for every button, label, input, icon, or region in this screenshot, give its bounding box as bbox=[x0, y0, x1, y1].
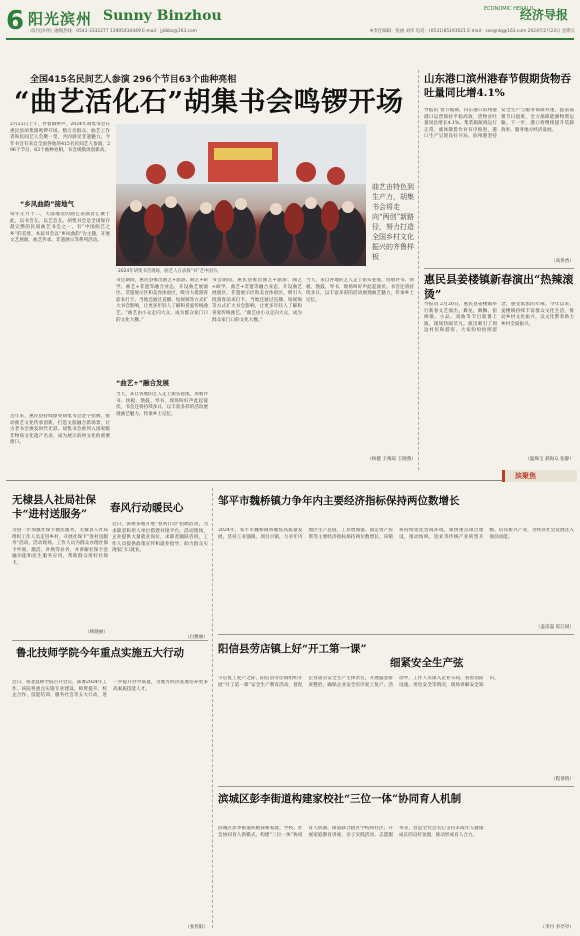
lead-body-2: 每年正月十二，天南地北的曲艺表演者汇聚于此，以书会友、以艺会友。胡集书会是全国保存最完整的民间曲艺书会之一，有“中国曲艺之乡”的美誉。本届书会以“乡风曲韵”为主题，开展文艺展演、曲艺传承、非遗展示等系列活动。 bbox=[10, 212, 110, 244]
block-b-body: 近日，滨州多地开展“春风行动”招聘活动，为求职者和用人单位搭建对接平台。活动现场，企业提供大量就业岗位，求职者踊跃咨询，工作人员提供政策宣传和就业指导，助力群众实现家门口就业。 bbox=[112, 522, 208, 554]
right-divider bbox=[424, 268, 574, 269]
meta-line: ※责任编辑：张丽 刘伟 电话：(0531)85193021 E-mail：songnlq@163.com 2024年2月23日 星期五 bbox=[369, 29, 575, 34]
lower-rule-2 bbox=[218, 634, 574, 635]
lead-body-4: 书会期间，惠民县推出曲艺+旅游、曲艺+研学、曲艺+非遗等融合业态，开设曲艺展演区、非遗展示区和美食体验区，吸引大批游客前来打卡。当地还通过直播、短视频等方式扩大书会影响，让更多年轻人了解和喜爱传统曲艺。“曲艺由小众走向大众，成为群众家门口的文化大餐。” bbox=[116, 278, 208, 323]
lower-rule-1 bbox=[12, 640, 208, 641]
section-banner bbox=[502, 470, 577, 482]
lead-subhead-1: “乡风曲韵”接地气 bbox=[20, 200, 75, 208]
photo-caption: 2024年胡集书会现场，曲艺人在表演“书”艺中国为。 bbox=[118, 269, 222, 274]
block-e-body: 节后复工复产之际，阳信县劳店镇组织开展“开工第一课”安全生产教育活动，督促企业落实安全生产主体责任，开展隐患排查整治，确保企业安全有序复工复产。活动中，工作人员深入企业车间，查看消防设施、用电安全等情况，现场讲解安全知识。 bbox=[218, 676, 499, 688]
block-f-headline: 滨城区彭李街道构建家校社“三位一体”协同育人机制 bbox=[218, 793, 462, 805]
lead-byline: （杨健 王梅琼 王晓燕） bbox=[367, 457, 416, 462]
right1-body: 导报讯 春节假期，山东港口滨州港港口运营保持平稳高效，货物吞吐量同比增长4.1%。集装箱航线运行正常，液体散货作业有序推进，港口生产呈现良好开局。滨州港坚持安全生产与服务保障并重，提前部署节日值班，全力保障能源物资运输。下一步，港口将继续提升装卸效率，服务地方经济发展。 bbox=[424, 108, 574, 140]
right1-byline: （高侨香） bbox=[551, 259, 574, 264]
masthead bbox=[0, 0, 580, 40]
section-title-cn: 阳光滨州 bbox=[28, 10, 93, 28]
section-title-en: Sunny Binzhou bbox=[103, 8, 222, 24]
lead-body-6: 当天，来自各地的艺人走上街头巷尾，说唱评书、快板、渔鼓、琴书，现场叫好声此起彼伏。书会还将持续多日，以丰富多彩的活动展现曲艺魅力，传承乡土记忆。 bbox=[306, 278, 414, 303]
block-c-body: 2024年，邹平市魏桥镇将聚焦高质量发展，坚持工业强镇、项目兴镇，力争年内地区生产总值、工业增加值、固定资产投资等主要经济指标保持两位数增长。该镇将持续优化营商环境，加快重点项目建设，推动纺织、铝业等传统产业转型升级，培育新兴产业，为经济社会发展注入强劲动能。 bbox=[218, 528, 574, 540]
pull-quote: 曲艺由特色到生产力，胡集书会将走向“两创”新路径，努力打造全国乡村文化振兴的齐鲁样板 bbox=[372, 183, 415, 261]
crowd-photo-illustration bbox=[116, 124, 366, 266]
newspaper-name-en: ECONOMIC HERALD bbox=[484, 6, 534, 12]
masthead-rule bbox=[6, 38, 574, 40]
newspaper-name-cn: 经济导报 bbox=[520, 8, 569, 22]
section-banner-label: 滨聚焦 bbox=[515, 472, 536, 480]
block-a-byline: （韩晓丽） bbox=[85, 630, 108, 635]
block-f-body: 滨城区彭李街道积极探索家庭、学校、社会协同育人新模式，构建“三位一体”协同育人机制。街道联合辖区学校和社区，开展家庭教育讲座、亲子实践活动、志愿服务等，营造全社会关心支持未成年人健康成长的良好氛围，推动形成育人合力。 bbox=[218, 826, 484, 838]
contact-line: 《阳光滨州》融媒热线：0543-3332277 13905434449 E-mail：jjdbbz@163.com bbox=[28, 29, 197, 34]
lower-rule-3 bbox=[218, 786, 574, 787]
block-b-byline: （白雅丽） bbox=[185, 635, 208, 640]
right1-headline: 山东港口滨州港春节假期货物吞吐量同比增4.1% bbox=[424, 73, 571, 99]
mid-rule bbox=[6, 480, 502, 481]
right2-headline: 惠民县姜楼镇新春演出“热辣滚烫” bbox=[424, 273, 574, 301]
lower-divider-1 bbox=[212, 488, 213, 928]
block-a-body: 为进一步加强社保卡便民服务，无棣县人社局组织工作人员走进乡村，开展社保卡“进村送服务”活动。活动现场，工作人员为群众办理社保卡申领、激活、补换等业务，并讲解社保卡金融功能和民生服务应用，帮助群众用好社保卡。 bbox=[12, 528, 108, 566]
lead-kicker: 全国415名民间艺人参演 296个节目63个曲种亮相 bbox=[30, 75, 237, 85]
block-d-body: 近日，鲁北技师学院召开会议，部署2024年工作。该院将重点实施专业建设、师资提升、校企合作、技能培训、服务社会等五大行动，进一步提升办学质量，为地方经济发展培养更多高素质技能人才。 bbox=[12, 680, 208, 699]
block-e-headline-2: 细紧安全生产弦 bbox=[390, 657, 464, 669]
block-b-headline: 春风行动暖民心 bbox=[110, 502, 184, 514]
block-d-headline: 鲁北技师学院今年重点实施五大行动 bbox=[16, 647, 184, 659]
lead-headline: “曲艺活化石”胡集书会鸣锣开场 bbox=[14, 87, 404, 118]
block-e-byline: （程倩倩） bbox=[551, 777, 574, 782]
column-divider-right bbox=[418, 70, 419, 470]
lead-body-5: 书会期间，惠民县推出曲艺+旅游、曲艺+研学、曲艺+非遗等融合业态，开设曲艺展演区、非遗展示区和美食体验区，吸引大批游客前来打卡。当地还通过直播、短视频等方式扩大书会影响，让更多年轻人了解和喜爱传统曲艺。“曲艺由小众走向大众，成为群众家门口的文化大餐。” bbox=[212, 278, 302, 323]
lead-body-1: 2月23日上午，伴着铜锣声，2024年胡集书会在惠民县胡集镇鸣锣开场。数万名群众、曲艺工作者和民间艺人会聚一堂，共同感受非遗魅力。今年书会有来自全国各地的415名民间艺人参演，296个节目、63个曲种亮相，书会规模再创新高。 bbox=[10, 122, 110, 154]
lead-body-4b: 当天，来自各地的艺人走上街头巷尾，说唱评书、快板、渔鼓、琴书，现场叫好声此起彼伏。书会还将持续多日，以丰富多彩的活动展现曲艺魅力，传承乡土记忆。 bbox=[116, 392, 208, 417]
block-d-byline: （张传阳） bbox=[185, 925, 208, 930]
lead-body-3: 近年来，惠民县持续擦亮胡集书会金字招牌，推动曲艺文化传承创新，打造文旅融合新场景，让古老书会焕发时代光彩。胡集书会被列入国家级非物质文化遗产名录，成为展示滨州文化的重要窗口。 bbox=[10, 414, 110, 446]
right2-byline: （温珠宝 郝海众 张静） bbox=[525, 457, 574, 462]
block-f-byline: （李丹 李亭亭） bbox=[540, 925, 574, 930]
page-number: 6 bbox=[6, 6, 25, 36]
block-e-headline: 阳信县劳店镇上好“开工第一课” bbox=[218, 643, 367, 655]
lead-photo bbox=[116, 124, 366, 266]
right2-body: 导报讯 2月20日，惠民县姜楼镇举行新春文艺演出，舞龙、舞狮、扭秧歌、小品、戏曲等节目轮番上演，现场热闹非凡。演出吸引了周边村民和游客，大家纷纷拍照留念，感受浓浓的年味。今年以来，姜楼镇持续丰富群众文化生活，推动乡村文化振兴，以文化繁荣助力乡村全面振兴。 bbox=[424, 302, 574, 334]
block-c-headline: 邹平市魏桥镇力争年内主要经济指标保持两位数增长 bbox=[218, 495, 460, 507]
lead-subhead-2: “曲艺+”融合发展 bbox=[116, 379, 169, 387]
block-a-headline: 无棣县人社局社保卡“进村送服务” bbox=[12, 494, 96, 520]
block-c-byline: （盖彦磊 崔江斌） bbox=[535, 625, 574, 630]
